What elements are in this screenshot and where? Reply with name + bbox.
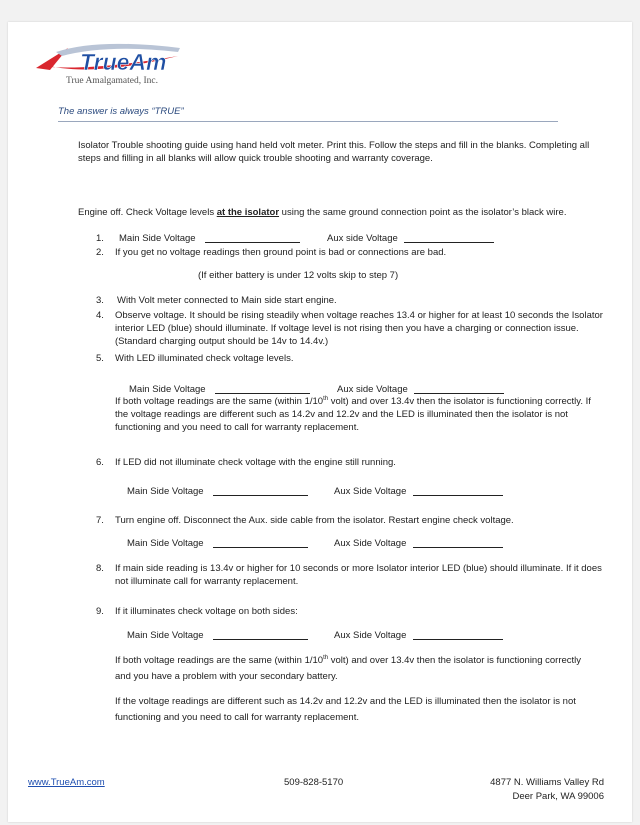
- step-9-text: If it illuminates check voltage on both sides:: [115, 606, 298, 617]
- step-1-aux-blank[interactable]: [404, 233, 494, 243]
- step-4-number: 4.: [96, 310, 104, 321]
- step-5-text: With LED illuminated check voltage levels.: [115, 353, 294, 364]
- step-1-main-label: Main Side Voltage: [119, 233, 196, 244]
- tagline: The answer is always “TRUE”: [58, 106, 184, 117]
- header-divider: [58, 121, 558, 122]
- step-9-note-2: If the voltage readings are different such as 14.2v and 12.2v and the LED is illuminated then the isolator is not functioning and you need to call for warranty replacement.: [115, 696, 576, 723]
- skip-note: (If either battery is under 12 volts skip to step 7): [198, 270, 399, 281]
- step-3-text: With Volt meter connected to Main side start engine.: [117, 295, 337, 306]
- footer-address-line-2: Deer Park, WA 99006: [512, 791, 604, 802]
- company-name: True Amalgamated, Inc.: [66, 76, 158, 86]
- step-2-number: 2.: [96, 247, 104, 258]
- step-4-text: Observe voltage. It should be rising steadily when voltage reaches 13.4 or higher for at least 10 seconds the Isolator interior LED (blue) should illuminate. If voltage level is not rising then you have a charging or connection issue. (Standard charging output should be 14v to 14.4v.): [115, 310, 603, 347]
- step-9-aux-label: Aux Side Voltage: [334, 630, 407, 641]
- step-7-text: Turn engine off. Disconnect the Aux. side cable from the isolator. Restart engine check voltage.: [115, 515, 514, 526]
- step-5-aux-label: Aux side Voltage: [337, 384, 408, 395]
- step-7-aux-blank[interactable]: [413, 538, 503, 548]
- step-7-aux-label: Aux Side Voltage: [334, 538, 407, 549]
- step-6-number: 6.: [96, 457, 104, 468]
- footer-website-link[interactable]: www.TrueAm.com: [28, 777, 105, 788]
- step-9-number: 9.: [96, 606, 104, 617]
- document-page: [8, 22, 632, 822]
- step-9-main-label: Main Side Voltage: [127, 630, 204, 641]
- footer-phone: 509-828-5170: [284, 777, 344, 788]
- svg-text:TrueAm: TrueAm: [80, 49, 167, 75]
- step-6-main-label: Main Side Voltage: [127, 486, 204, 497]
- footer-address-line-1: 4877 N. Williams Valley Rd: [490, 777, 604, 788]
- step-9-aux-blank[interactable]: [413, 630, 503, 640]
- intro-paragraph: Isolator Trouble shooting guide using hand held volt meter. Print this. Follow the steps and fill in the blanks. Completing all steps and filling in all blanks will allow quick trouble shooting and warranty coverage.: [78, 140, 590, 164]
- step-3-number: 3.: [96, 295, 104, 306]
- step-8-text: If main side reading is 13.4v or higher for 10 seconds or more Isolator interior LED (blue) should illuminate. If it does not illuminate call for warranty replacement.: [115, 563, 602, 587]
- step-5-main-label: Main Side Voltage: [129, 384, 206, 395]
- step-1-aux-label: Aux side Voltage: [327, 233, 398, 244]
- step-1-number: 1.: [96, 233, 104, 244]
- step-7-main-label: Main Side Voltage: [127, 538, 204, 549]
- step-5-main-blank[interactable]: [215, 384, 310, 394]
- step-9-main-blank[interactable]: [213, 630, 308, 640]
- step-1-main-blank[interactable]: [205, 233, 300, 243]
- engine-off-instruction: Engine off. Check Voltage levels at the isolator using the same ground connection point as the isolator’s black wire.: [78, 207, 567, 218]
- step-5-note: If both voltage readings are the same (within 1/10th volt) and over 13.4v then the isolator is functioning correctly. If the voltage readings are different such as 14.2v and 12.2v and the LED is illuminated then the isolator is not functioning and you need to call for warranty replacement.: [115, 395, 591, 433]
- step-9-note-1: If both voltage readings are the same (within 1/10th volt) and over 13.4v then the isolator is functioning correctly and you have a problem with your secondary battery.: [115, 654, 582, 682]
- step-7-main-blank[interactable]: [213, 538, 308, 548]
- step-6-main-blank[interactable]: [213, 486, 308, 496]
- step-6-aux-blank[interactable]: [413, 486, 503, 496]
- step-2-text: If you get no voltage readings then ground point is bad or connections are bad.: [115, 247, 447, 258]
- trueam-logo: [28, 34, 188, 96]
- step-6-text: If LED did not illuminate check voltage with the engine still running.: [115, 457, 396, 468]
- step-6-aux-label: Aux Side Voltage: [334, 486, 407, 497]
- step-7-number: 7.: [96, 515, 104, 526]
- step-5-number: 5.: [96, 353, 104, 364]
- step-5-aux-blank[interactable]: [414, 384, 504, 394]
- at-the-isolator-emphasis: at the isolator: [216, 207, 280, 218]
- step-8-number: 8.: [96, 563, 104, 574]
